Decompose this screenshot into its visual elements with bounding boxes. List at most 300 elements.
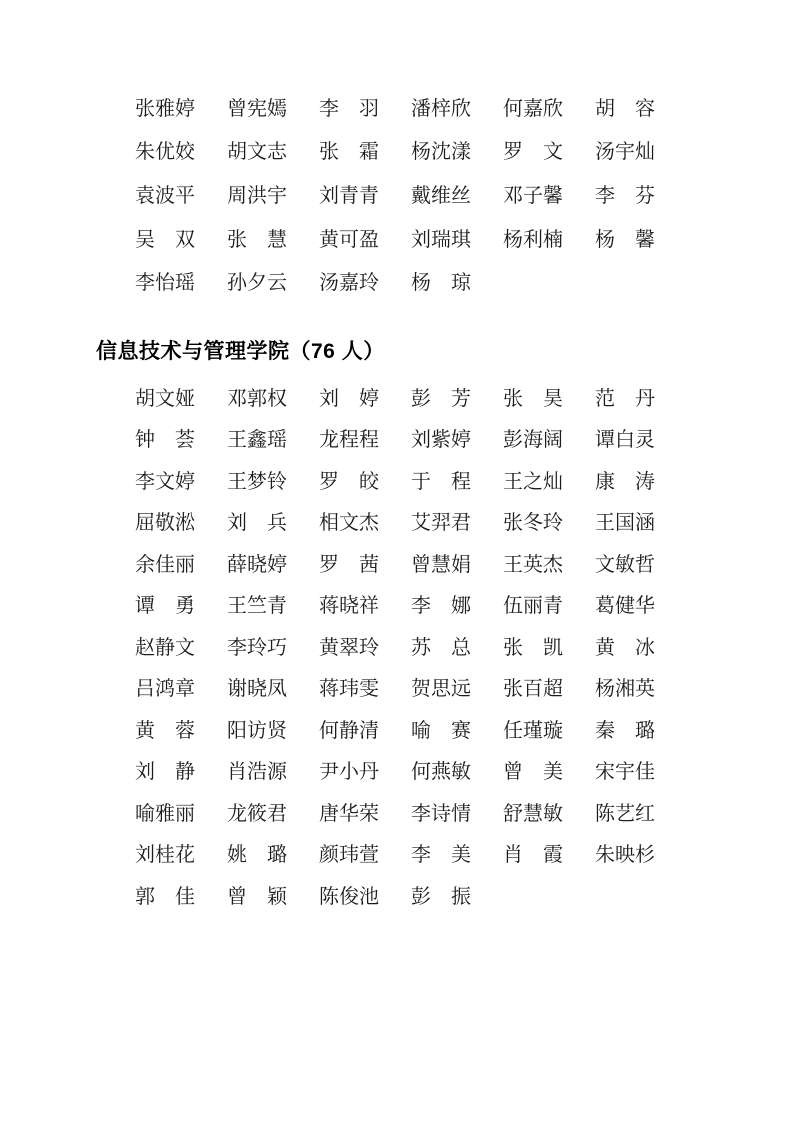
- person-name: [135, 273, 195, 293]
- name-char: 彭: [411, 387, 431, 410]
- name-char: 丽: [523, 595, 543, 618]
- name-char: 戴: [411, 184, 431, 207]
- name-char: 璐: [635, 719, 655, 742]
- person-name: [411, 804, 471, 824]
- person-name: [319, 472, 379, 492]
- name-char: 杨: [595, 678, 615, 701]
- name-char: 张: [135, 97, 155, 120]
- name-char: 文: [247, 141, 267, 164]
- person-name: [411, 472, 471, 492]
- person-name: [135, 513, 195, 533]
- name-char: 雯: [359, 678, 379, 701]
- name-char: 汤: [595, 141, 615, 164]
- name-char: 刘: [319, 387, 339, 410]
- name-char: 任: [503, 719, 523, 742]
- person-name: [595, 389, 655, 409]
- person-name: [595, 230, 655, 250]
- name-char: 杰: [359, 512, 379, 535]
- name-char: 罗: [503, 141, 523, 164]
- person-name: [411, 887, 471, 907]
- name-char: 彭: [411, 885, 431, 908]
- person-name: [135, 679, 195, 699]
- name-grid-it-management-school: [135, 378, 655, 918]
- person-name: [595, 721, 655, 741]
- name-char: 清: [359, 719, 379, 742]
- person-name: [227, 804, 287, 824]
- name-char: 振: [451, 885, 471, 908]
- person-name: [503, 596, 563, 616]
- person-name: [595, 555, 655, 575]
- name-char: 荣: [359, 802, 379, 825]
- person-name: [595, 142, 655, 162]
- person-name: [595, 679, 655, 699]
- name-char: 苏: [411, 636, 431, 659]
- name-char: 文: [543, 141, 563, 164]
- name-char: 相: [319, 512, 339, 535]
- person-name: [135, 762, 195, 782]
- name-char: 玮: [339, 678, 359, 701]
- name-char: 王: [227, 429, 247, 452]
- name-char: 胡: [135, 387, 155, 410]
- person-name: [135, 555, 195, 575]
- name-char: 欣: [451, 97, 471, 120]
- name-char: 梦: [247, 470, 267, 493]
- name-char: 余: [135, 553, 155, 576]
- name-char: 艾: [411, 512, 431, 535]
- person-name: [319, 142, 379, 162]
- name-char: 薛: [227, 553, 247, 576]
- name-char: 美: [543, 761, 563, 784]
- name-char: 访: [247, 719, 267, 742]
- name-char: 杨: [411, 272, 431, 295]
- name-char: 杰: [543, 553, 563, 576]
- name-char: 皎: [359, 470, 379, 493]
- name-char: 娜: [451, 595, 471, 618]
- person-name: [227, 638, 287, 658]
- person-name: [227, 99, 287, 119]
- name-char: 青: [267, 595, 287, 618]
- name-char: 艺: [615, 802, 635, 825]
- name-char: 可: [339, 228, 359, 251]
- person-name: [595, 99, 655, 119]
- person-name: [503, 230, 563, 250]
- name-char: 晓: [339, 595, 359, 618]
- person-name: [411, 389, 471, 409]
- name-char: 张: [503, 636, 523, 659]
- name-char: 陈: [595, 802, 615, 825]
- person-name: [595, 513, 655, 533]
- name-char: 羿: [431, 512, 451, 535]
- name-char: 诗: [431, 802, 451, 825]
- name-char: 浩: [247, 761, 267, 784]
- name-char: 刘: [411, 429, 431, 452]
- person-name: [595, 186, 655, 206]
- name-char: 健: [615, 595, 635, 618]
- name-char: 婷: [267, 553, 287, 576]
- person-name: [319, 389, 379, 409]
- person-name: [135, 721, 195, 741]
- name-char: 美: [451, 844, 471, 867]
- name-char: 胡: [227, 141, 247, 164]
- name-char: 紫: [431, 429, 451, 452]
- name-char: 利: [523, 228, 543, 251]
- name-char: 黄: [135, 719, 155, 742]
- person-name: [411, 596, 471, 616]
- name-char: 龙: [319, 429, 339, 452]
- name-char: 祥: [359, 595, 379, 618]
- name-char: 潘: [411, 97, 431, 120]
- name-char: 漾: [451, 141, 471, 164]
- name-char: 玲: [543, 512, 563, 535]
- person-name: [319, 638, 379, 658]
- name-char: 刘: [411, 228, 431, 251]
- name-char: 章: [175, 678, 195, 701]
- person-name: [319, 230, 379, 250]
- name-char: 谭: [135, 595, 155, 618]
- person-name: [227, 273, 287, 293]
- name-char: 王: [595, 512, 615, 535]
- person-name: [411, 762, 471, 782]
- name-char: 罗: [319, 553, 339, 576]
- name-char: 宪: [247, 97, 267, 120]
- name-char: 花: [175, 844, 195, 867]
- name-char: 黄: [319, 636, 339, 659]
- person-name: [411, 142, 471, 162]
- name-char: 张: [503, 678, 523, 701]
- name-char: 郭: [135, 885, 155, 908]
- name-char: 宇: [615, 141, 635, 164]
- person-name: [411, 430, 471, 450]
- name-char: 慧: [431, 553, 451, 576]
- person-name: [503, 804, 563, 824]
- name-char: 沈: [431, 141, 451, 164]
- name-char: 馨: [543, 184, 563, 207]
- name-char: 芬: [635, 184, 655, 207]
- name-char: 晓: [247, 553, 267, 576]
- name-char: 谭: [595, 429, 615, 452]
- name-char: 丽: [175, 553, 195, 576]
- name-char: 阔: [543, 429, 563, 452]
- name-char: 程: [359, 429, 379, 452]
- name-char: 冰: [635, 636, 655, 659]
- name-char: 羽: [359, 97, 379, 120]
- person-name: [411, 638, 471, 658]
- name-char: 敏: [543, 802, 563, 825]
- name-char: 青: [359, 184, 379, 207]
- person-name: [135, 845, 195, 865]
- name-char: 容: [635, 97, 655, 120]
- person-name: [411, 230, 471, 250]
- person-name: [503, 472, 563, 492]
- name-char: 伍: [503, 595, 523, 618]
- name-char: 蓉: [175, 719, 195, 742]
- person-name: [319, 513, 379, 533]
- name-char: 杨: [411, 141, 431, 164]
- person-name: [411, 845, 471, 865]
- name-char: 李: [595, 184, 615, 207]
- person-name: [135, 887, 195, 907]
- person-name: [227, 679, 287, 699]
- name-char: 程: [339, 429, 359, 452]
- name-char: 胡: [595, 97, 615, 120]
- name-char: 陈: [319, 885, 339, 908]
- person-name: [503, 389, 563, 409]
- person-name: [595, 472, 655, 492]
- name-char: 王: [227, 470, 247, 493]
- person-name: [503, 555, 563, 575]
- name-char: 梓: [431, 97, 451, 120]
- name-char: 颖: [267, 885, 287, 908]
- name-char: 李: [411, 802, 431, 825]
- person-name: [319, 99, 379, 119]
- name-char: 汤: [319, 272, 339, 295]
- name-char: 吴: [135, 228, 155, 251]
- person-name: [135, 99, 195, 119]
- name-char: 静: [155, 636, 175, 659]
- name-char: 婷: [175, 97, 195, 120]
- name-char: 郭: [247, 387, 267, 410]
- name-char: 红: [635, 802, 655, 825]
- person-name: [227, 762, 287, 782]
- name-char: 兵: [267, 512, 287, 535]
- name-char: 慧: [267, 228, 287, 251]
- person-name: [319, 273, 379, 293]
- person-name: [319, 887, 379, 907]
- person-name: [411, 273, 471, 293]
- person-name: [503, 186, 563, 206]
- person-name: [319, 596, 379, 616]
- person-name: [319, 762, 379, 782]
- name-char: 曾: [411, 553, 431, 576]
- name-char: 哲: [635, 553, 655, 576]
- person-name: [227, 389, 287, 409]
- name-char: 敬: [155, 512, 175, 535]
- name-char: 志: [267, 141, 287, 164]
- name-char: 孙: [227, 272, 247, 295]
- name-char: 双: [175, 228, 195, 251]
- name-char: 李: [411, 844, 431, 867]
- name-char: 涛: [635, 470, 655, 493]
- name-char: 海: [523, 429, 543, 452]
- name-char: 嘉: [523, 97, 543, 120]
- person-name: [595, 430, 655, 450]
- person-name: [595, 762, 655, 782]
- name-char: 玲: [359, 272, 379, 295]
- person-name: [411, 186, 471, 206]
- name-char: 邓: [503, 184, 523, 207]
- name-char: 瑶: [267, 429, 287, 452]
- person-name: [319, 845, 379, 865]
- person-name: [595, 804, 655, 824]
- name-char: 屈: [135, 512, 155, 535]
- name-char: 姚: [227, 844, 247, 867]
- name-char: 佳: [175, 885, 195, 908]
- name-char: 姣: [175, 141, 195, 164]
- name-char: 思: [431, 678, 451, 701]
- name-char: 维: [431, 184, 451, 207]
- name-char: 宇: [267, 184, 287, 207]
- name-char: 竺: [247, 595, 267, 618]
- name-char: 晓: [247, 678, 267, 701]
- name-char: 涵: [635, 512, 655, 535]
- name-char: 雅: [155, 97, 175, 120]
- name-char: 波: [155, 184, 175, 207]
- name-char: 翠: [339, 636, 359, 659]
- person-name: [227, 845, 287, 865]
- name-char: 文: [595, 553, 615, 576]
- name-char: 璇: [543, 719, 563, 742]
- name-char: 灵: [635, 429, 655, 452]
- name-char: 雅: [155, 802, 175, 825]
- name-char: 刘: [135, 761, 155, 784]
- person-name: [319, 186, 379, 206]
- person-name: [595, 845, 655, 865]
- name-char: 荟: [175, 429, 195, 452]
- name-char: 文: [155, 470, 175, 493]
- name-char: 冬: [523, 512, 543, 535]
- person-name: [135, 472, 195, 492]
- person-name: [135, 638, 195, 658]
- person-name: [227, 555, 287, 575]
- name-char: 文: [155, 387, 175, 410]
- person-name: [411, 99, 471, 119]
- name-char: 远: [451, 678, 471, 701]
- name-char: 静: [339, 719, 359, 742]
- name-char: 黄: [319, 228, 339, 251]
- section-heading: 信息技术与管理学院（76 人）: [96, 340, 385, 363]
- name-char: 佳: [635, 761, 655, 784]
- name-char: 池: [359, 885, 379, 908]
- name-char: 曾: [227, 97, 247, 120]
- person-name: [411, 555, 471, 575]
- name-char: 敏: [451, 761, 471, 784]
- name-char: 丹: [359, 761, 379, 784]
- name-char: 曾: [503, 761, 523, 784]
- name-char: 彭: [503, 429, 523, 452]
- name-char: 钟: [135, 429, 155, 452]
- name-char: 霜: [359, 141, 379, 164]
- person-name: [411, 721, 471, 741]
- person-name: [411, 679, 471, 699]
- person-name: [503, 142, 563, 162]
- name-char: 喻: [411, 719, 431, 742]
- name-char: 丹: [635, 387, 655, 410]
- person-name: [503, 99, 563, 119]
- name-char: 王: [503, 470, 523, 493]
- name-char: 琪: [451, 228, 471, 251]
- person-name: [319, 721, 379, 741]
- name-char: 君: [451, 512, 471, 535]
- name-char: 王: [503, 553, 523, 576]
- name-char: 于: [411, 470, 431, 493]
- name-char: 盈: [359, 228, 379, 251]
- person-name: [227, 430, 287, 450]
- name-char: 贺: [411, 678, 431, 701]
- name-char: 尹: [319, 761, 339, 784]
- name-char: 张: [227, 228, 247, 251]
- name-char: 颜: [319, 844, 339, 867]
- name-char: 优: [155, 141, 175, 164]
- name-char: 张: [503, 512, 523, 535]
- name-char: 白: [615, 429, 635, 452]
- name-char: 静: [175, 761, 195, 784]
- name-char: 馨: [635, 228, 655, 251]
- name-char: 婷: [175, 470, 195, 493]
- person-name: [411, 513, 471, 533]
- name-char: 曾: [227, 885, 247, 908]
- name-char: 舒: [503, 802, 523, 825]
- name-char: 瑾: [523, 719, 543, 742]
- person-name: [135, 430, 195, 450]
- name-char: 萱: [359, 844, 379, 867]
- name-char: 湘: [615, 678, 635, 701]
- name-char: 敏: [615, 553, 635, 576]
- name-char: 何: [503, 97, 523, 120]
- name-char: 何: [319, 719, 339, 742]
- person-name: [227, 513, 287, 533]
- name-char: 贤: [267, 719, 287, 742]
- name-char: 杨: [503, 228, 523, 251]
- name-char: 小: [339, 761, 359, 784]
- name-char: 吕: [135, 678, 155, 701]
- name-char: 英: [523, 553, 543, 576]
- name-char: 朱: [595, 844, 615, 867]
- name-char: 嘉: [339, 272, 359, 295]
- name-char: 君: [267, 802, 287, 825]
- name-char: 阳: [227, 719, 247, 742]
- name-char: 源: [267, 761, 287, 784]
- name-char: 青: [339, 184, 359, 207]
- name-char: 国: [615, 512, 635, 535]
- name-char: 超: [543, 678, 563, 701]
- name-char: 娅: [175, 387, 195, 410]
- person-name: [227, 596, 287, 616]
- person-name: [135, 230, 195, 250]
- person-name: [135, 389, 195, 409]
- name-char: 嫣: [267, 97, 287, 120]
- name-char: 范: [595, 387, 615, 410]
- person-name: [503, 638, 563, 658]
- name-grid-continued: [135, 87, 655, 305]
- name-char: 宋: [595, 761, 615, 784]
- name-char: 瑶: [175, 272, 195, 295]
- person-name: [135, 804, 195, 824]
- name-char: 邓: [227, 387, 247, 410]
- name-char: 凯: [543, 636, 563, 659]
- name-char: 淞: [175, 512, 195, 535]
- name-char: 霞: [543, 844, 563, 867]
- name-char: 华: [635, 595, 655, 618]
- name-char: 黄: [595, 636, 615, 659]
- person-name: [135, 596, 195, 616]
- name-char: 李: [135, 272, 155, 295]
- name-char: 芳: [451, 387, 471, 410]
- name-char: 映: [615, 844, 635, 867]
- person-name: [503, 513, 563, 533]
- name-char: 婷: [359, 387, 379, 410]
- name-char: 英: [635, 678, 655, 701]
- name-char: 李: [135, 470, 155, 493]
- name-char: 灿: [543, 470, 563, 493]
- name-char: 瑞: [431, 228, 451, 251]
- name-char: 何: [411, 761, 431, 784]
- name-char: 琼: [451, 272, 471, 295]
- name-char: 罗: [319, 470, 339, 493]
- name-char: 袁: [135, 184, 155, 207]
- person-name: [135, 142, 195, 162]
- name-char: 蒋: [319, 678, 339, 701]
- name-char: 杉: [635, 844, 655, 867]
